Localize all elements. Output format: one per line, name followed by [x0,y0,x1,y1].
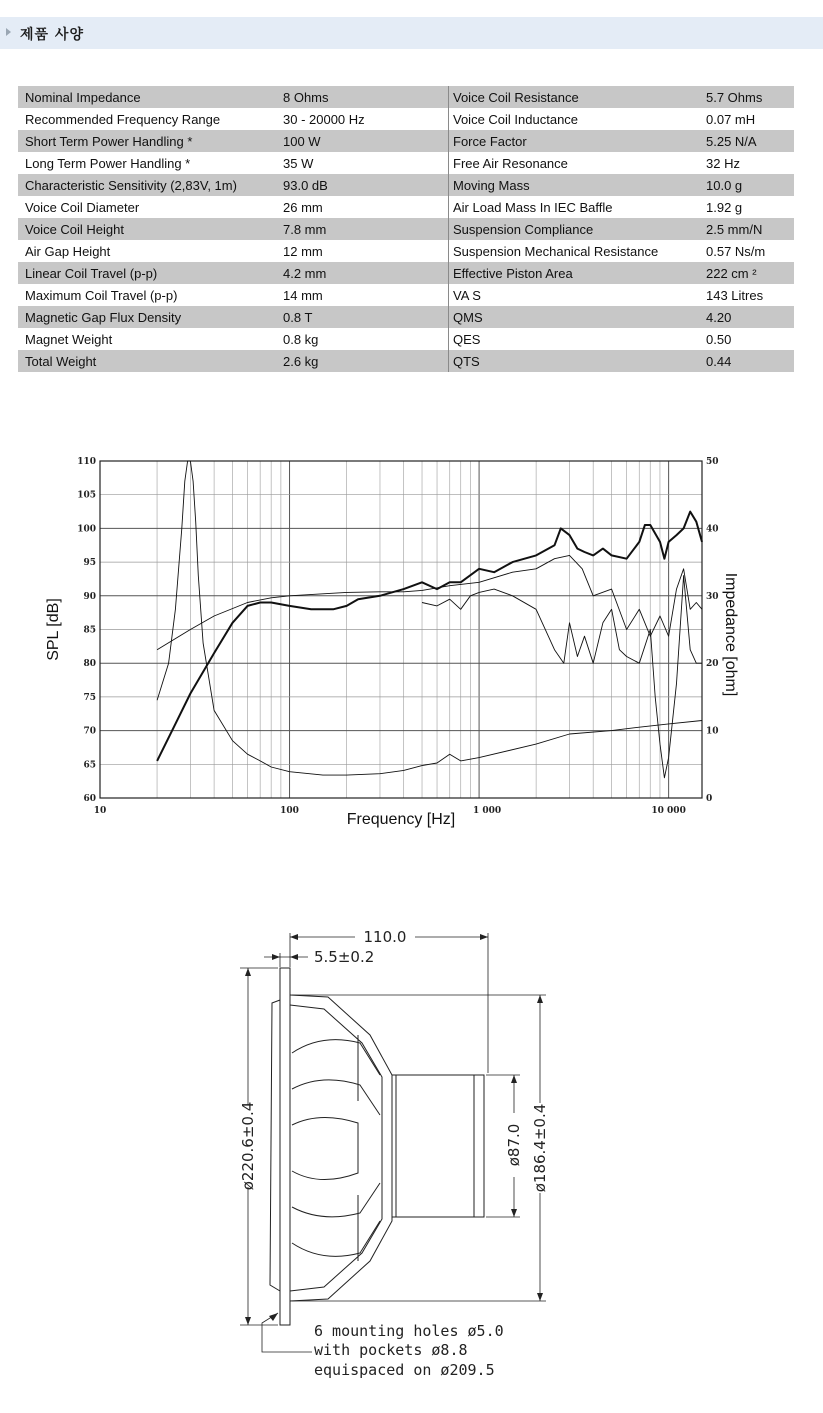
spec-value: 0.8 T [283,306,449,328]
spec-value: 0.8 kg [283,331,319,347]
spec-table [18,86,794,372]
series-line-4 [157,461,702,775]
spec-row [18,152,794,174]
spec-value: 7.8 mm [283,218,449,240]
spec-value: 1.92 g [706,199,743,215]
spec-label: VA S [449,284,707,306]
spec-label: Magnetic Gap Flux Density [18,306,283,328]
arrowhead [537,995,543,1003]
spec-value: 0.44 [706,350,794,372]
y2-tick-label: 40 [706,524,719,535]
spec-label: QTS [449,350,707,372]
spec-label: QMS [449,306,707,328]
spec-value: 5.25 N/A [706,130,794,152]
y-axis-label: SPL [dB] [45,598,62,661]
spec-value: 143 Litres [706,287,764,303]
note-line-2: with pockets ø8.8 [314,1341,468,1359]
y-tick-label: 100 [77,524,96,535]
section-header-bar [0,17,823,49]
spec-label: Short Term Power Handling * [18,130,283,152]
spec-label: Characteristic Sensitivity (2,83V, 1m) [18,174,283,196]
spec-value: 0.57 Ns/m [706,243,766,259]
spec-label: Voice Coil Resistance [449,86,707,108]
spec-table-body [18,86,794,372]
spec-value: 2.6 kg [283,350,449,372]
spec-label: Magnet Weight [25,331,113,347]
note-line-1: 6 mounting holes ø5.0 [314,1322,504,1340]
spec-label: Effective Piston Area [449,262,707,284]
arrowhead [511,1209,517,1217]
spec-row [18,240,794,262]
spec-row [18,174,794,196]
spec-value: 8 Ohms [283,86,449,108]
spec-label: Nominal Impedance [18,86,283,108]
y-tick-label: 75 [83,692,96,703]
basket-inner [290,1005,382,1291]
arrowhead [290,934,298,940]
spec-value: 5.7 Ohms [706,86,794,108]
spec-row [18,284,794,306]
spec-label: Voice Coil Diameter [25,199,140,215]
y-tick-label: 110 [77,457,96,467]
basket-spoke [292,1221,380,1256]
basket-outline [290,995,392,1301]
dim-magnet-label: ø87.0 [505,1123,523,1167]
dim-depth-label: 110.0 [363,928,407,946]
dim-cutout-label: ø186.4±0.4 [531,1103,549,1193]
spec-row [18,196,794,218]
note-line-3: equispaced on ø209.5 [314,1361,495,1379]
spec-value: 2.5 mm/N [706,218,794,240]
x-tick-label: 10 000 [651,806,686,816]
dim-flange-label: 5.5±0.2 [314,948,375,966]
spec-label: Air Load Mass In IEC Baffle [449,196,707,218]
spec-value: 32 Hz [706,155,740,171]
basket-spoke [292,1080,380,1115]
spec-label: Free Air Resonance [449,152,707,174]
basket-spoke [292,1040,380,1075]
series-line-1 [157,512,702,761]
spec-value: 10.0 g [706,174,794,196]
spec-label: Suspension Mechanical Resistance [449,240,707,262]
gasket-rim [270,1000,280,1291]
spec-value: 26 mm [283,199,323,215]
basket-window [292,1117,358,1179]
bullet-arrow-icon [6,28,11,36]
basket-spoke [292,1183,380,1217]
dimension-drawing [230,925,570,1385]
spec-row [18,350,794,372]
y2-tick-label: 0 [706,794,713,804]
spec-row [18,218,794,240]
series-line-2 [157,555,702,649]
y-tick-label: 65 [83,760,96,771]
y2-tick-label: 20 [706,659,719,670]
x-tick-label: 10 [93,806,107,816]
arrowhead [480,934,488,940]
y2-tick-label: 50 [706,457,719,467]
spec-row [18,86,794,108]
arrowhead [537,1293,543,1301]
spec-label: Force Factor [449,130,707,152]
x-axis-label: Frequency [Hz] [346,811,456,828]
spec-label: Total Weight [18,350,283,372]
y-tick-label: 70 [83,726,96,737]
dim-outer-label: ø220.6±0.4 [239,1101,257,1191]
spec-value: 4.2 mm [283,262,449,284]
spec-label: Suspension Compliance [449,218,707,240]
y-tick-label: 105 [77,490,96,501]
spec-row [18,328,794,350]
spec-label: Maximum Coil Travel (p-p) [25,287,178,303]
spec-label: QES [449,328,707,350]
y2-axis-label: Impedance [ohm] [722,572,739,697]
spec-row [18,130,794,152]
spec-value: 0.50 [706,331,732,347]
spec-row [18,262,794,284]
y-tick-label: 85 [83,625,96,636]
spec-value: 35 W [283,155,314,171]
spec-row [18,108,794,130]
spec-row [18,306,794,328]
y2-tick-label: 30 [706,591,719,602]
x-tick-label: 100 [280,806,299,816]
spec-label: Moving Mass [449,174,707,196]
spec-value: 100 W [283,130,449,152]
spec-value: 93.0 dB [283,174,449,196]
section-title: 제품 사양 [20,27,84,43]
flange-plate [280,968,290,1325]
spec-label: Linear Coil Travel (p-p) [18,262,283,284]
arrowhead [269,1313,278,1321]
x-tick-label: 1 000 [472,806,502,816]
y2-tick-label: 10 [706,726,719,737]
y-tick-label: 95 [83,558,96,569]
arrowhead [245,968,251,976]
arrowhead [245,1317,251,1325]
arrowhead [511,1075,517,1083]
spec-value: 30 - 20000 Hz [283,111,365,127]
spec-value: 12 mm [283,243,323,259]
y-tick-label: 90 [83,591,96,602]
spec-label: Long Term Power Handling * [25,155,191,171]
spec-value: 4.20 [706,306,794,328]
spec-label: Air Gap Height [25,243,111,259]
arrowhead [272,954,280,960]
spec-label: Voice Coil Height [18,218,283,240]
note-leader [262,1313,312,1352]
spec-value: 222 cm ² [706,262,794,284]
spec-value: 14 mm [283,287,323,303]
y-tick-label: 80 [83,659,96,670]
spec-label: Recommended Frequency Range [25,111,221,127]
frequency-response-chart [40,450,760,830]
y-tick-label: 60 [83,794,96,804]
magnet-body [392,1075,484,1217]
arrowhead [290,954,298,960]
spec-value: 0.07 mH [706,111,756,127]
spec-label: Voice Coil Inductance [449,108,707,130]
